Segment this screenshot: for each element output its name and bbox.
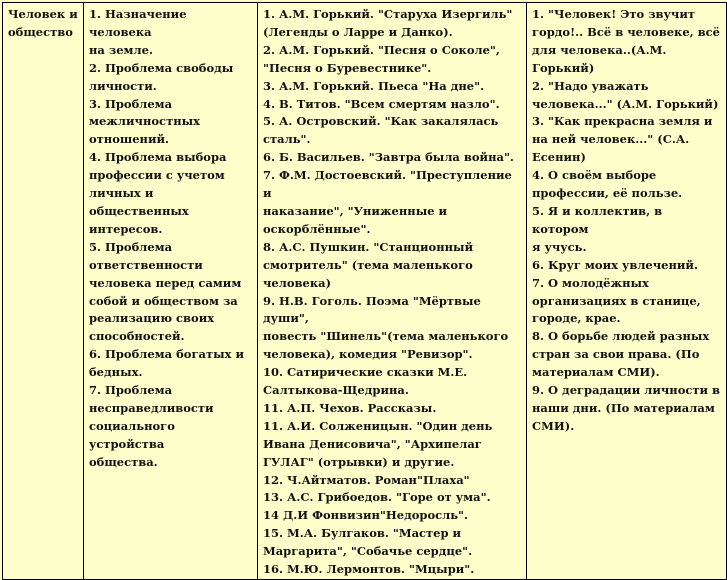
problems-cell: 1. Назначение человека на земле. 2. Проблема свободы личности. 3. Проблема межличностных отношений. 4. Проблема выбора профессии с учетом личных и общественных интересов. 5. Проблема ответственности человека перед самим собой и обществом за реализацию своих способностей. 6. Проблема богатых и бедных. 7. Проблема несправедливости социального устройства общества. <box>84 3 258 580</box>
essay-topics-cell: 1. "Человек! Это звучит гордо!.. Всё в человеке, всё для человека..(А.М. Горький) 2. "Надо уважать человека..." (А.М. Горький) 3. "Как прекрасна земля и на ней человек..." (С.А. Есенин) 4. О своём выборе профессии, её пользе. 5. Я и коллектив, в котором я учусь. 6. Круг моих увлечений. 7. О молодёжных организациях в станице, городе, крае. 8. О борьбе людей разных стран за свои права. (По материалам СМИ). 9. О деградации личности в наши дни. (По материалам СМИ). <box>527 3 727 580</box>
table-row <box>3 3 727 580</box>
topics-table <box>2 2 727 580</box>
theme-cell: Человек и общество <box>3 3 84 580</box>
literature-cell: 1. А.М. Горький. "Старуха Изергиль" (Легенды о Ларре и Данко). 2. А.М. Горький. "Песня о Соколе", "Песня о Буревестнике". 3. А.М. Горький. Пьеса "На дне". 4. В. Титов. "Всем смертям назло". 5. А. Островский. "Как закалялась сталь". 6. Б. Васильев. "Завтра была война". 7. Ф.М. Достоевский. "Преступление и наказание", "Униженные и оскорблённые". 8. А.С. Пушкин. "Станционный смотритель" (тема маленького человека) 9. Н.В. Гоголь. Поэма "Мёртвые души", повесть "Шинель"(тема маленького человека), комедия "Ревизор". 10. Сатирические сказки М.Е. Салтыкова-Щедрина. 11. А.П. Чехов. Рассказы. 11. А.И. Солженицын. "Один день Ивана Денисовича", "Архипелаг ГУЛАГ" (отрывки) и другие. 12. Ч.Айтматов. Роман"Плаха" 13. А.С. Грибоедов. "Горе от ума". 14 Д.И Фонвизин"Недоросль". 15. М.А. Булгаков. "Мастер и Маргарита", "Собачье сердце". 16. М.Ю. Лермонтов. "Мцыри". <box>258 3 527 580</box>
